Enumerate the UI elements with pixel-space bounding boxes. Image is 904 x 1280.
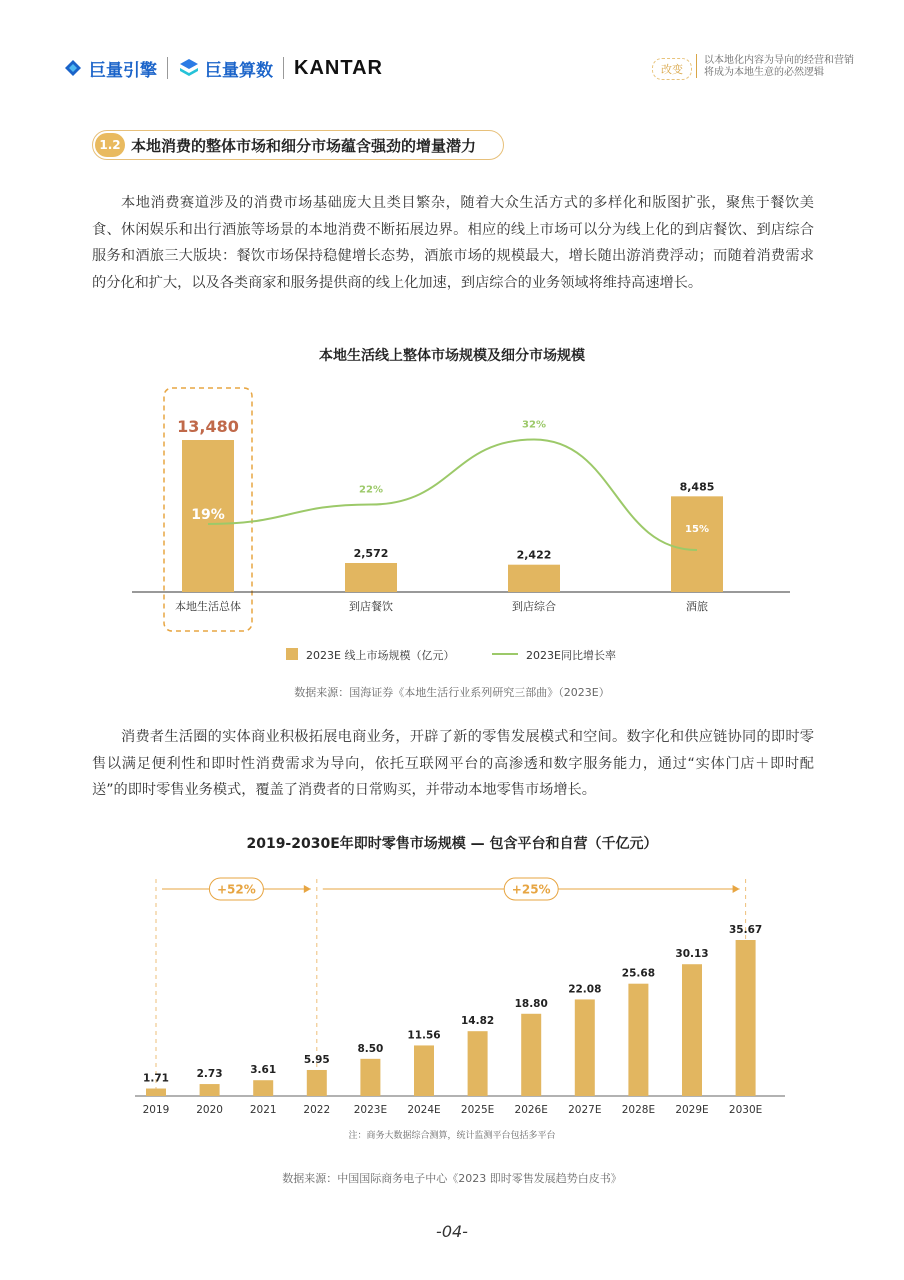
chart2-bar	[146, 1089, 166, 1096]
chart1-source: 数据来源：国海证券《本地生活行业系列研究三部曲》（2023E）	[294, 686, 610, 699]
chart2-tick-label: 2030E	[728, 1104, 763, 1116]
chart1-bar	[508, 565, 560, 592]
chart1-growth-label: 15%	[685, 524, 709, 535]
chart2-tick-label: 2023E	[353, 1104, 388, 1116]
chart2-bar-label: 35.67	[728, 924, 763, 936]
chart2-bar-label: 5.95	[303, 1053, 330, 1066]
chart2-bar	[521, 1014, 541, 1096]
chart2-tick-label: 2022	[303, 1104, 331, 1116]
legend-bar-swatch	[286, 648, 298, 660]
chart2-tick-label: 2019	[142, 1104, 170, 1116]
chart2-bar-label: 8.50	[357, 1042, 384, 1055]
header-divider	[696, 54, 697, 78]
chart1-bar	[671, 496, 723, 592]
juliang-engine-icon	[62, 57, 84, 79]
page-number: -04-	[436, 1222, 468, 1241]
logo-juliang-engine	[62, 56, 157, 81]
chart2-bar-label: 2.73	[196, 1068, 223, 1081]
chart2-tick-label: 2021	[249, 1104, 277, 1116]
chart2-bar-label: 11.56	[407, 1029, 441, 1042]
chart1-growth-label: 22%	[359, 484, 383, 496]
chart2-bar	[628, 984, 648, 1096]
legend-line-label: 2023E同比增长率	[526, 649, 616, 662]
chart2-bar	[575, 999, 595, 1096]
chart1-growth-label: 19%	[191, 507, 225, 523]
legend-bar-label: 2023E 线上市场规模（亿元）	[306, 649, 455, 662]
chart1-tick-label: 酒旅	[686, 600, 708, 613]
chart2-bar	[414, 1045, 434, 1096]
section-title: 本地消费的整体市场和细分市场蕴含强劲的增量潜力	[131, 137, 477, 155]
chart2-tick-label: 2027E	[568, 1104, 602, 1116]
chart2-bar-label: 18.80	[514, 997, 548, 1010]
chart2-title: 2019-2030E年即时零售市场规模 — 包含平台和自营（千亿元）	[246, 836, 658, 852]
chart2-bar	[200, 1084, 220, 1096]
paragraph-2: 消费者生活圈的实体商业积极拓展电商业务，开辟了新的零售发展模式和空间。数字化和供应链协同的即时零售以满足便利性和即时性消费需求为导向，依托互联网平台的高渗透和数字服务能力，通过“实体门店＋即时配送”的即时零售业务模式，覆盖了消费者的日常购买，并带动本地零售市场增长。	[92, 729, 814, 798]
header-tag: 改变	[652, 58, 692, 80]
section-heading	[92, 130, 504, 160]
logo-divider	[167, 57, 168, 79]
chart1-bar-label: 2,572	[353, 546, 389, 560]
chart2-svg	[100, 865, 820, 1127]
logo2-text: 巨量算数	[205, 60, 273, 81]
chart2-bar-label: 22.08	[568, 983, 602, 996]
chart1-growth-label: 32%	[522, 419, 546, 431]
logo1-text: 巨量引擎	[89, 60, 157, 81]
chart1-bar-label: 2,422	[516, 548, 552, 562]
chart2-source: 数据来源：中国国际商务电子中心《2023 即时零售发展趋势白皮书》	[282, 1172, 622, 1185]
chart2-tick-label: 2020	[196, 1104, 223, 1116]
chart2-bar-label: 30.13	[675, 948, 709, 961]
chart2-bar	[307, 1070, 327, 1096]
chart2-tick-label: 2029E	[675, 1104, 709, 1116]
juliang-suanshu-icon	[178, 57, 200, 79]
chart1-tick-label: 本地生活总体	[175, 600, 241, 613]
chart2-bar-label: 14.82	[460, 1015, 495, 1028]
chart1-growth-line	[208, 440, 697, 551]
logo-kantar: KANTAR	[294, 56, 383, 79]
chart1-tick-label: 到店综合	[512, 600, 556, 613]
chart2-annotation-arrowhead	[304, 885, 311, 893]
chart1-bar-label: 13,480	[177, 417, 239, 436]
chart2-bar	[468, 1031, 488, 1096]
chart2-annotation-label: +52%	[217, 882, 256, 897]
chart2-bar-label: 3.61	[250, 1064, 277, 1077]
section-number: 1.2	[95, 133, 125, 157]
chart2-bar-label: 1.71	[143, 1072, 169, 1085]
chart2-bar	[360, 1059, 380, 1096]
chart2-bar	[736, 940, 756, 1096]
paragraph-1: 本地消费赛道涉及的消费市场基础庞大且类目繁杂，随着大众生活方式的多样化和版图扩张，聚焦于餐饮美食、休闲娱乐和出行酒旅等场景的本地消费不断拓展边界。相应的线上市场可以分为线上化的到店餐饮、到店综合服务和酒旅三大版块：餐饮市场保持稳健增长态势，酒旅市场的规模最大，增长随出游消费浮动；而随着消费需求的分化和扩大，以及各类商家和服务提供商的线上化加速，到店综合的业务领域将维持高速增长。	[92, 195, 814, 291]
chart1-svg	[100, 375, 820, 675]
chart2-note: 注：商务大数据综合测算，统计监测平台包括多平台	[348, 1131, 556, 1141]
logo-divider	[283, 57, 284, 79]
chart1-tick-label: 到店餐饮	[349, 600, 393, 613]
chart2-bar-label: 25.68	[621, 967, 656, 980]
chart1-bar	[345, 563, 397, 592]
chart2-annotation-arrowhead	[733, 885, 740, 893]
chart2-annotation-label: +25%	[511, 882, 551, 897]
chart2-bar	[682, 964, 702, 1096]
chart2-tick-label: 2026E	[514, 1104, 548, 1116]
header-tagline	[704, 55, 864, 79]
chart1-bar-label: 8,485	[679, 480, 715, 494]
header-logos	[62, 54, 383, 82]
chart2-bar	[253, 1080, 273, 1096]
chart2-tick-label: 2025E	[460, 1104, 495, 1116]
logo-juliang-suanshu	[178, 56, 273, 81]
chart2-tick-label: 2028E	[621, 1104, 656, 1116]
tagline-line-1: 以本地化内容为导向的经营和营销	[704, 55, 854, 66]
chart1-title: 本地生活线上整体市场规模及细分市场规模	[319, 348, 585, 364]
chart2-tick-label: 2024E	[407, 1104, 441, 1116]
tagline-line-2: 将成为本地生意的必然逻辑	[704, 67, 824, 78]
